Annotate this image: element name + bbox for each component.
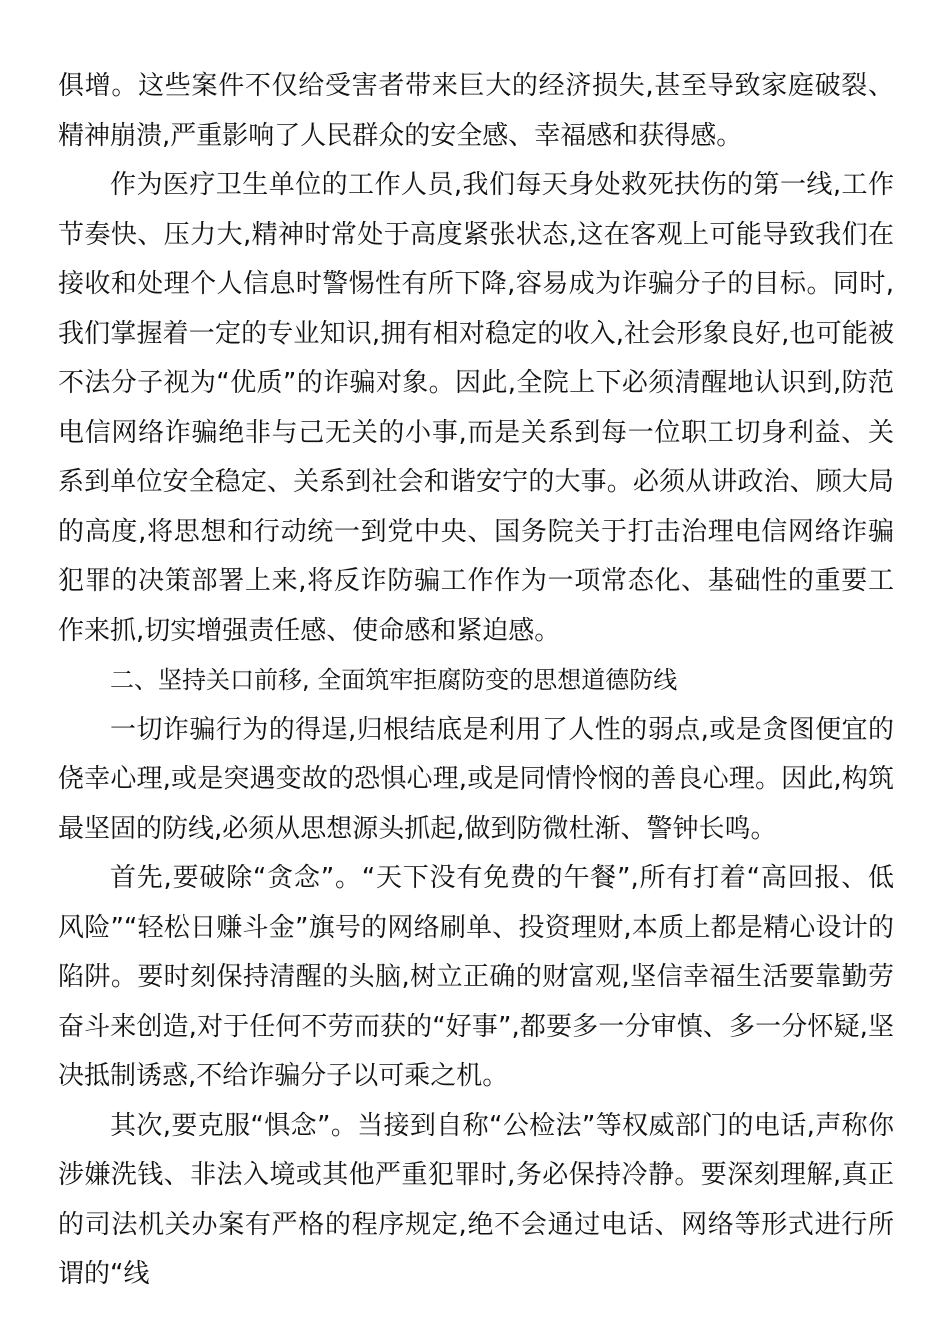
document-page [58, 62, 894, 1300]
section-heading-2: 二、坚持关口前移, 全面筑牢拒腐防变的思想道德防线 [110, 666, 678, 694]
paragraph-greed: 首先,要破除“贪念”。“天下没有免费的午餐”,所有打着“高回报、低风险”“轻松日赚斗金”旗号的网络刷单、投资理财,本质上都是精心设计的陷阱。要时刻保持清醒的头脑,树立正确的财富观,坚信幸福生活要靠勤劳奋斗来创造,对于任何不劳而获的“好事”,都要多一分审慎、多一分怀疑,坚决抵制诱惑,不给诈骗分子以可乘之机。 [58, 863, 894, 1091]
paragraph-continuation: 俱增。这些案件不仅给受害者带来巨大的经济损失,甚至导致家庭破裂、精神崩溃,严重影响了人民群众的安全感、幸福感和获得感。 [58, 71, 894, 151]
paragraph-medical-staff-risk: 作为医疗卫生单位的工作人员,我们每天身处救死扶伤的第一线,工作节奏快、压力大,精神时常处于高度紧张状态,这在客观上可能导致我们在接收和处理个人信息时警惕性有所下降,容易成为诈骗分子的目标。同时,我们掌握着一定的专业知识,拥有相对稳定的收入,社会形象良好,也可能被不法分子视为“优质”的诈骗对象。因此,全院上下必须清醒地认识到,防范电信网络诈骗绝非与己无关的小事,而是关系到每一位职工切身利益、关系到单位安全稳定、关系到社会和谐安宁的大事。必须从讲政治、顾大局的高度,将思想和行动统一到党中央、国务院关于打击治理电信网络诈骗犯罪的决策部署上来,将反诈防骗工作作为一项常态化、基础性的重要工作来抓,切实增强责任感、使命感和紧迫感。 [58, 170, 894, 646]
paragraph-human-weakness: 一切诈骗行为的得逞,归根结底是利用了人性的弱点,或是贪图便宜的侥幸心理,或是突遇变故的恐惧心理,或是同情怜悯的善良心理。因此,构筑最坚固的防线,必须从思想源头抓起,做到防微杜渐、警钟长鸣。 [58, 714, 894, 844]
paragraph-fear: 其次,要克服“惧念”。当接到自称“公检法”等权威部门的电话,声称你涉嫌洗钱、非法入境或其他严重犯罪时,务必保持冷静。要深刻理解,真正的司法机关办案有严格的程序规定,绝不会通过电话、网络等形式进行所谓的“线 [58, 1110, 894, 1289]
